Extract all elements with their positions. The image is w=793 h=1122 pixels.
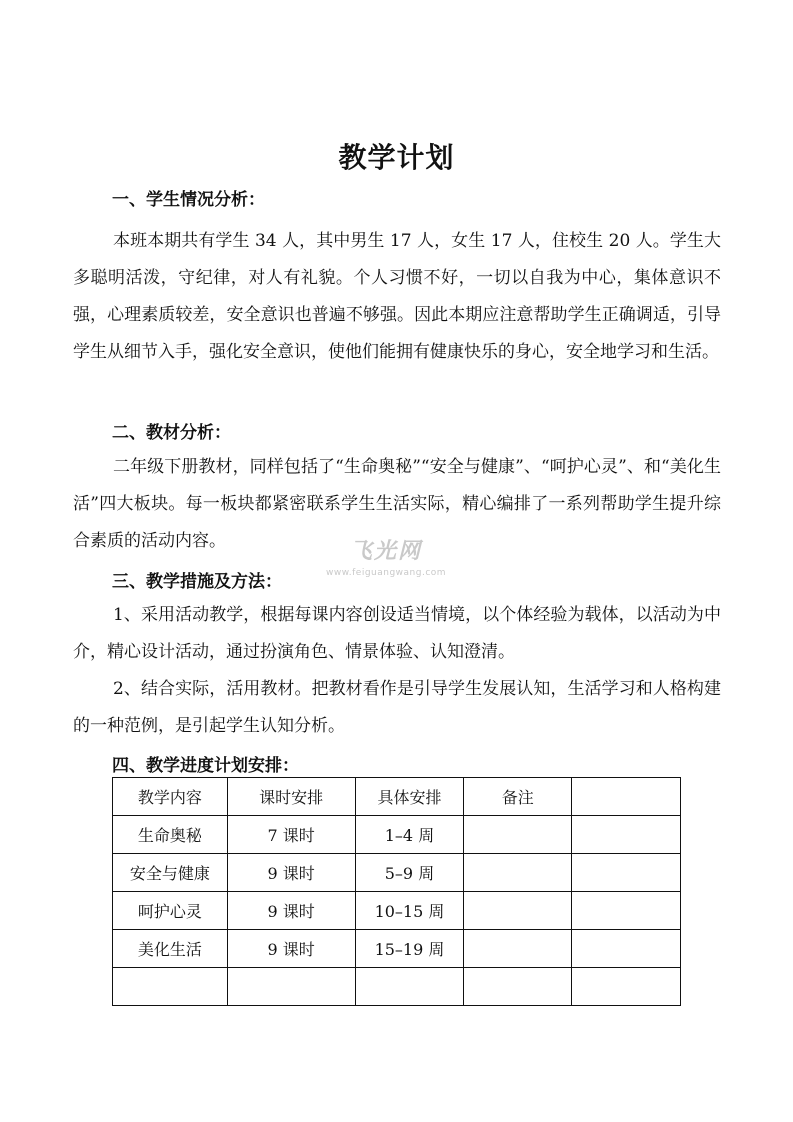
document-title: 教学计划 (338, 141, 455, 174)
table-cell: 5–9 周 (355, 854, 464, 892)
table-cell: 9 课时 (227, 854, 355, 892)
header-cell-hours: 课时安排 (227, 778, 355, 816)
table-cell (572, 854, 681, 892)
paragraph-student-analysis: 本班本期共有学生 34 人，其中男生 17 人，女生 17 人，住校生 20 人。学生大多聪明活泼，守纪律，对人有礼貌。个人习惯不好，一切以自我为中心，集体意识不强，心理素质较差，安全意识也普遍不够强。因此本期应注意帮助学生正确调适，引导学生从细节入手，强化安全意识，使他们能拥有健康快乐的身心，安全地学习和生活。 (73, 231, 721, 362)
table-cell (572, 930, 681, 968)
paragraph-method-2: 2、结合实际，活用教材。把教材看作是引导学生发展认知，生活学习和人格构建的一种范例，是引起学生认知分析。 (73, 679, 721, 736)
table-cell (464, 816, 572, 854)
watermark-logo (326, 534, 466, 584)
table-cell: 7 课时 (227, 816, 355, 854)
header-cell-notes: 备注 (464, 778, 572, 816)
table-cell (572, 816, 681, 854)
table-cell: 美化生活 (113, 930, 228, 968)
section-heading-student-analysis: 一、学生情况分析： (112, 190, 265, 210)
table-header-row (113, 778, 681, 816)
table-cell (464, 854, 572, 892)
table-cell: 1–4 周 (355, 816, 464, 854)
paragraph-method-1: 1、采用活动教学，根据每课内容创设适当情境，以个体经验为载体，以活动为中介，精心设计活动，通过扮演角色、情景体验、认知澄清。 (73, 605, 721, 662)
table-cell (572, 968, 681, 1006)
table-cell: 呵护心灵 (113, 892, 228, 930)
header-cell-empty (572, 778, 681, 816)
header-cell-content: 教学内容 (113, 778, 228, 816)
table-cell (355, 968, 464, 1006)
table-cell (113, 968, 228, 1006)
table-cell (464, 968, 572, 1006)
table-row (113, 968, 681, 1006)
table-cell: 安全与健康 (113, 854, 228, 892)
paragraph-textbook-analysis: 二年级下册教材，同样包括了“生命奥秘”“安全与健康”、“呵护心灵”、和“美化生活”四大板块。每一板块都紧密联系学生生活实际，精心编排了一系列帮助学生提升综合素质的活动内容。 (73, 457, 721, 551)
section-heading-teaching-methods: 三、教学措施及方法： (112, 572, 282, 592)
table-cell (227, 968, 355, 1006)
header-cell-weeks: 具体安排 (355, 778, 464, 816)
table-row (113, 892, 681, 930)
table-cell: 10–15 周 (355, 892, 464, 930)
table-cell: 9 课时 (227, 892, 355, 930)
table-row (113, 854, 681, 892)
table-row (113, 816, 681, 854)
table-row (113, 930, 681, 968)
table-cell: 15–19 周 (355, 930, 464, 968)
table-cell: 9 课时 (227, 930, 355, 968)
table-cell (572, 892, 681, 930)
section-heading-schedule: 四、教学进度计划安排： (112, 756, 299, 776)
schedule-table (112, 777, 681, 1006)
section-heading-textbook-analysis: 二、教材分析： (112, 423, 231, 443)
watermark-url: www.feiguangwang.com (326, 568, 447, 578)
table-cell: 生命奥秘 (113, 816, 228, 854)
table-cell (464, 930, 572, 968)
watermark-logo-text: 飞光网 (350, 539, 423, 564)
table-cell (464, 892, 572, 930)
